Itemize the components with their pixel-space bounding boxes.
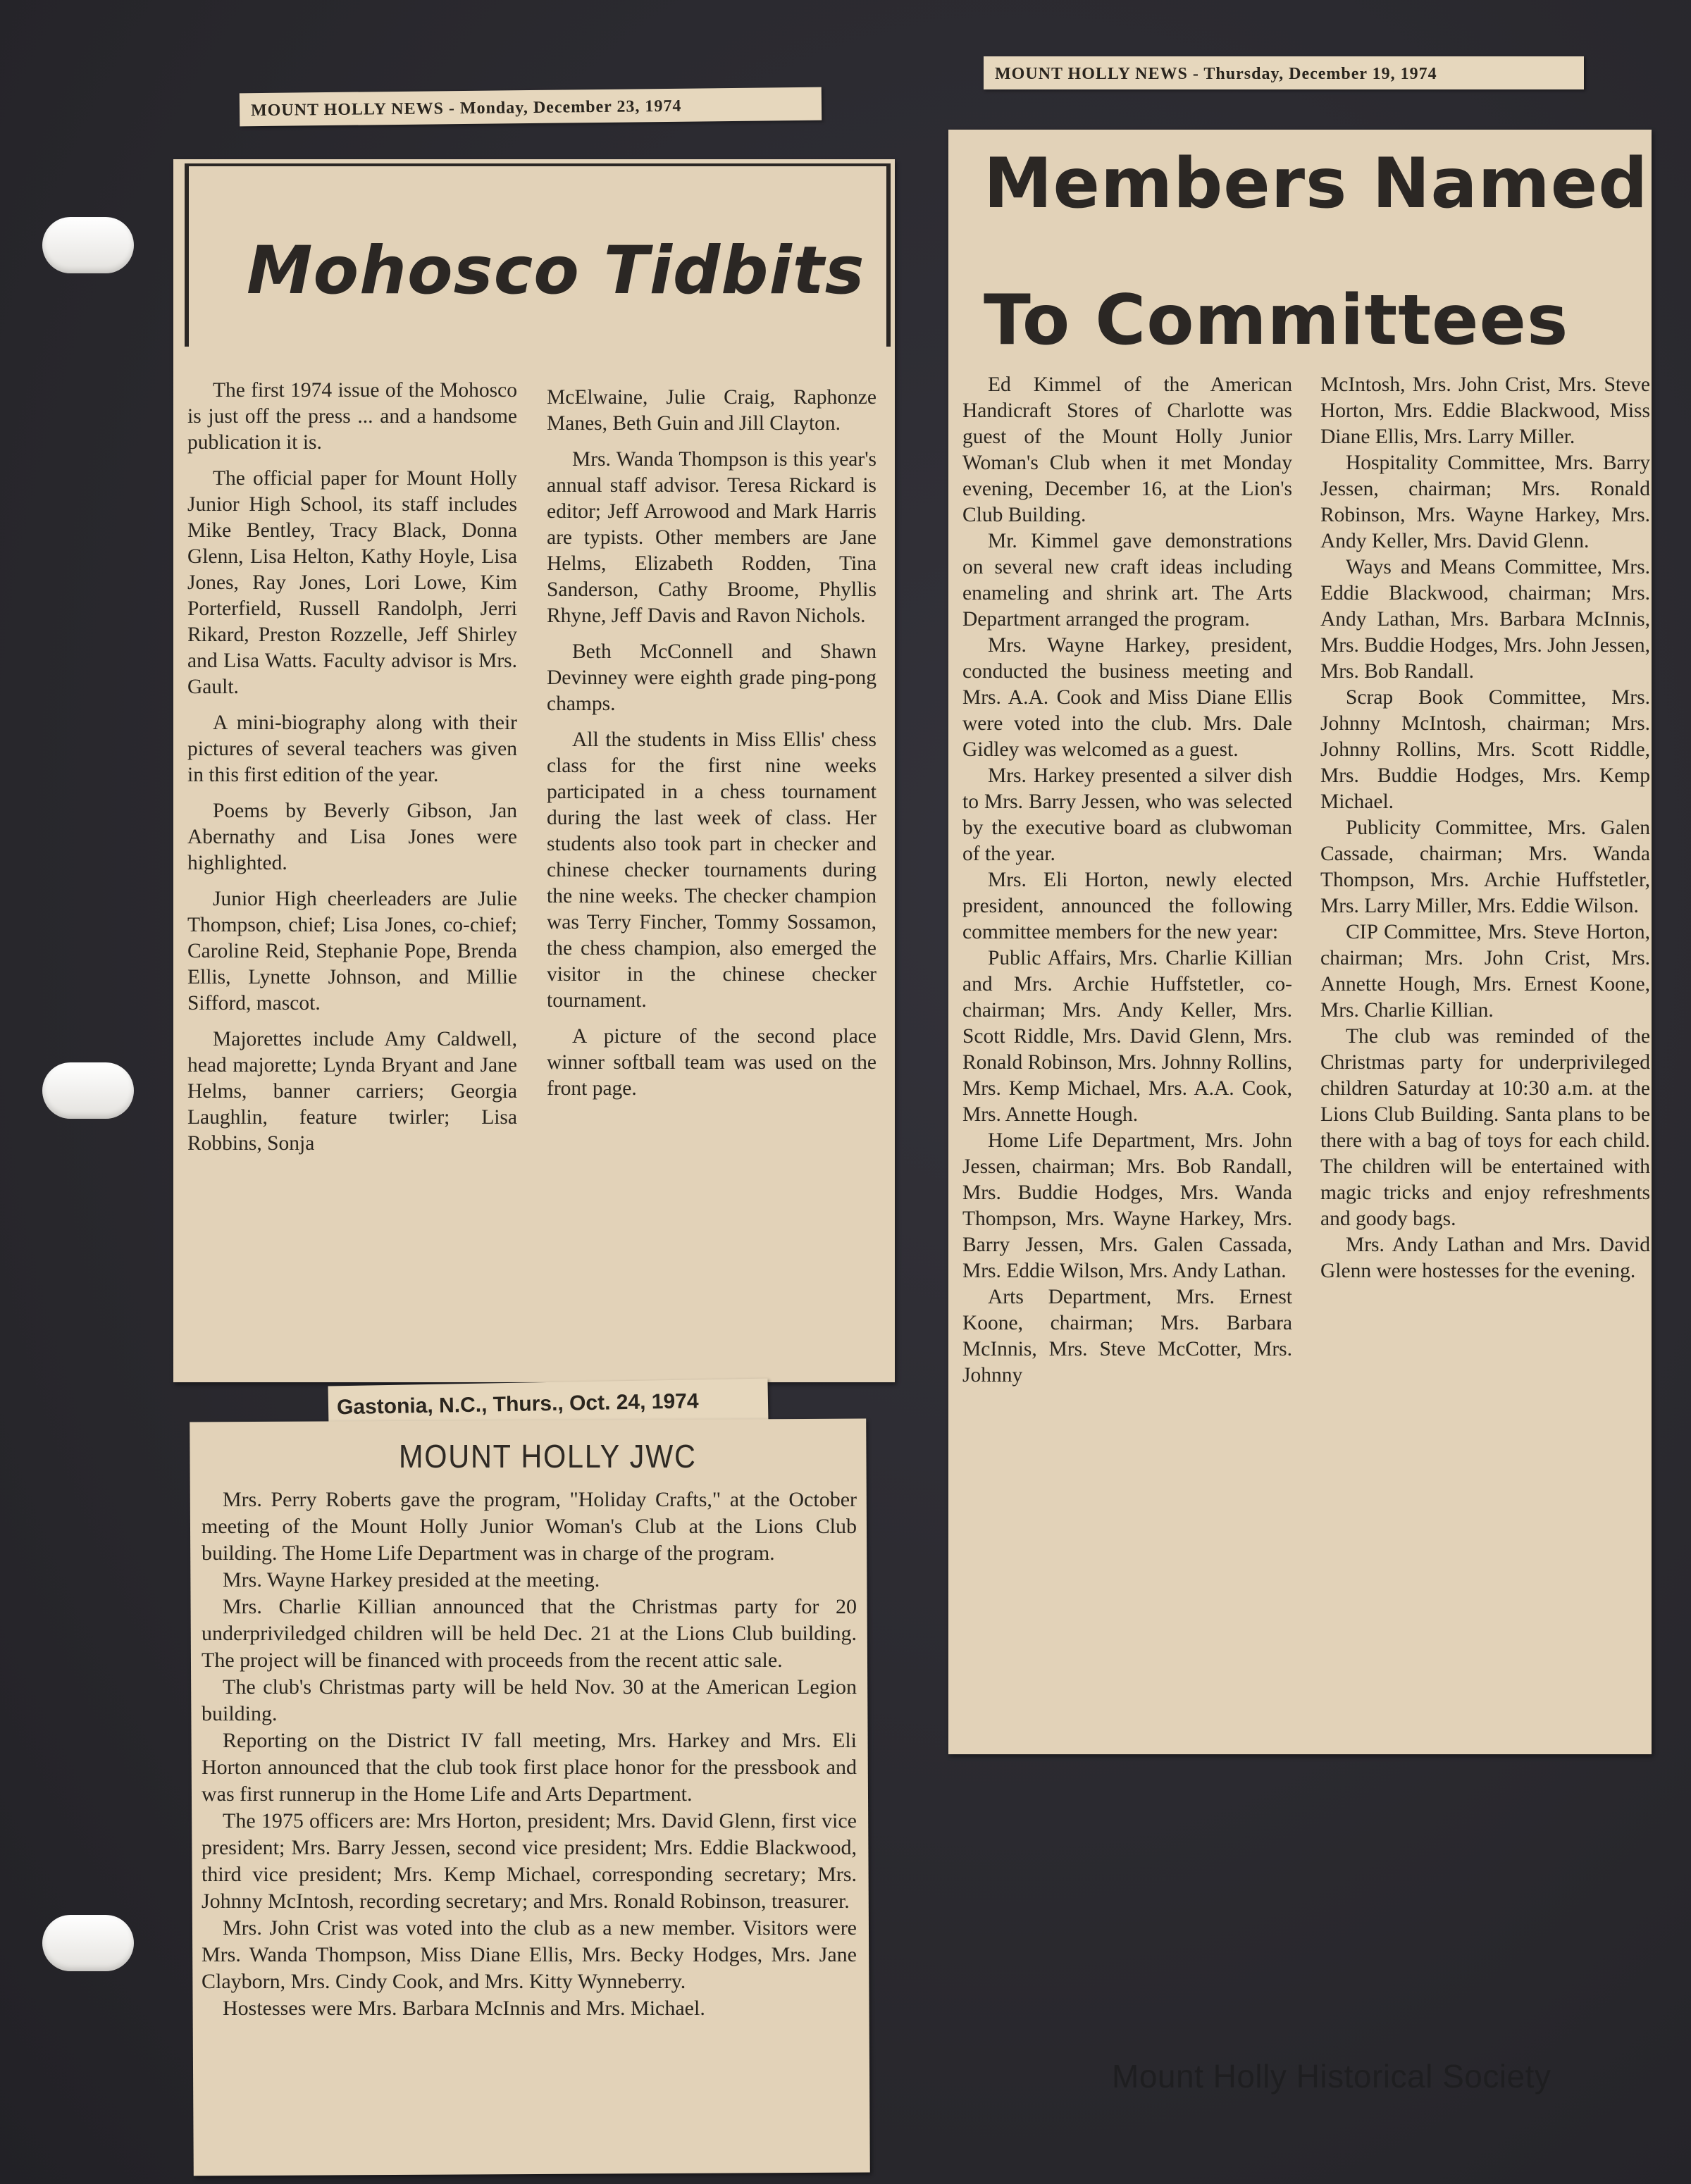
binder-hole-bottom	[42, 1915, 134, 1971]
paragraph: Reporting on the District IV fall meeting, Mrs. Harkey and Mrs. Eli Horton announced that the club took first place honor for the pressbook and was first runnerup in the Home Life and Arts Department.	[202, 1729, 857, 1806]
binder-hole-top	[42, 217, 134, 273]
paragraph: Hostesses were Mrs. Barbara McInnis and Mrs. Michael.	[223, 1997, 705, 2020]
paragraph: Home Life Department, Mrs. John Jessen, chairman; Mrs. Bob Randall, Mrs. Buddie Hodges, Mrs. Wanda Thompson, Mrs. Wayne Harkey, Mrs. Barry Jessen, Mrs. Galen Cassada, Mrs. Eddie Wilson, Mrs. Andy Lathan.	[962, 1129, 1292, 1282]
paragraph: Scrap Book Committee, Mrs. Johnny McIntosh, chairman; Mrs. Johnny Rollins, Mrs. Scott Riddle, Mrs. Buddie Hodges, Mrs. Kemp Michael.	[1320, 686, 1650, 813]
paragraph: Mrs. Charlie Killian announced that the Christmas party for 20 underpriviledged children will be held Dec. 21 at the Lions Club building. The project will be financed with proceeds from the recent attic sale.	[202, 1595, 857, 1672]
paragraph: Majorettes include Amy Caldwell, head majorette; Lynda Bryant and Jane Helms, banner carriers; Georgia Laughlin, feature twirler; Lisa Robbins, Sonja	[187, 1028, 517, 1155]
masthead-paper: MOUNT HOLLY NEWS	[250, 99, 445, 120]
watermark-historical-society: Mount Holly Historical Society	[1112, 2058, 1551, 2095]
headline-members-named-line1: Members Named	[984, 144, 1649, 224]
paragraph: Mrs. Andy Lathan and Mrs. David Glenn were hostesses for the evening.	[1320, 1234, 1650, 1282]
paragraph: CIP Committee, Mrs. Steve Horton, chairman; Mrs. John Crist, Mrs. Annette Hough, Mrs. Ernest Koone, Mrs. Charlie Killian.	[1320, 921, 1650, 1022]
paragraph: Mrs. Eli Horton, newly elected president, announced the following committee members for the new year:	[962, 869, 1292, 943]
paragraph: The club was reminded of the Christmas party for underprivileged children Saturday at 10:30 a.m. at the Lions Club Building. Santa plans to be there with a bag of toys for each child. The children will be entertained with magic tricks and enjoy refreshments and goody bags.	[1320, 1025, 1650, 1230]
paragraph: Public Affairs, Mrs. Charlie Killian and Mrs. Archie Huffstetler, co-chairman; Mrs. Andy Keller, Mrs. Scott Riddle, Mrs. David Glenn, Mrs. Ronald Robinson, Mrs. Johnny Rollins, Mrs. Kemp Michael, Mrs. A.A. Cook, Mrs. Annette Hough.	[962, 947, 1292, 1126]
paragraph: Poems by Beverly Gibson, Jan Abernathy and Lisa Jones were highlighted.	[187, 800, 517, 874]
paragraph: The 1975 officers are: Mrs Horton, president; Mrs. David Glenn, first vice president; Mrs. Barry Jessen, second vice president; Mrs. Eddie Blackwood, third vice president; Mrs. Kemp Michael, corresponding secretary; Mrs. Johnny McIntosh, recording secretary; and Mrs. Ronald Robinson, treasurer.	[202, 1809, 857, 1913]
paragraph: Junior High cheerleaders are Julie Thompson, chief; Lisa Jones, co-chief; Caroline Reid, Stephanie Pope, Brenda Ellis, Lynette Johnson, and Millie Sifford, mascot.	[187, 888, 517, 1015]
paragraph: Hospitality Committee, Mrs. Barry Jessen, chairman; Mrs. Ronald Robinson, Mrs. Wayne Harkey, Mrs. Andy Keller, Mrs. David Glenn.	[1320, 452, 1650, 552]
masthead-date: Monday, December 23, 1974	[459, 97, 682, 118]
headline-members-named-line2: To Committees	[984, 280, 1569, 361]
paragraph: The official paper for Mount Holly Junior High School, its staff includes Mike Bentley, Tracy Black, Donna Glenn, Lisa Helton, Kathy Hoyle, Lisa Jones, Ray Jones, Lori Lowe, Kim Porterfield, Russell Randolph, Jerri Rikard, Preston Rozzelle, Jeff Shirley and Lisa Watts. Faculty advisor is Mrs. Gault.	[187, 467, 517, 698]
paragraph: Arts Department, Mrs. Ernest Koone, chairman; Mrs. Barbara McInnis, Mrs. Steve McCotter, Mrs. Johnny	[962, 1286, 1292, 1386]
paragraph: Beth McConnell and Shawn Devinney were eighth grade ping-pong champs.	[547, 640, 877, 715]
paragraph: Mrs. Wayne Harkey presided at the meeting.	[223, 1568, 600, 1592]
paragraph: Mr. Kimmel gave demonstrations on several new craft ideas including enameling and shrink art. The Arts Department arranged the program.	[962, 530, 1292, 631]
article-column-2	[547, 385, 877, 1112]
headline-jwc: MOUNT HOLLY JWC	[399, 1438, 697, 1475]
paragraph: All the students in Miss Ellis' chess class for the first nine weeks participated in a chess tournament during the last week of class. Her students also took part in checker and chinese checker tournaments during the nine weeks. The checker champion was Terry Fincher, Tommy Sossamon, the chess champion, also emerged the visitor in the chinese checker tournament.	[547, 728, 877, 1012]
paragraph: A mini-biography along with their pictures of several teachers was given in this first edition of the year.	[187, 712, 517, 786]
paragraph: Mrs. Wanda Thompson is this year's annual staff advisor. Teresa Rickard is editor; Jeff Arrowood and Mark Harris are typists. Other members are Jane Helms, Elizabeth Rodden, Tina Sanderson, Cathy Broome, Phyllis Rhyne, Jeff Davis and Ravon Nichols.	[547, 448, 877, 627]
paragraph: Mrs. Wayne Harkey, president, conducted the business meeting and Mrs. A.A. Cook and Miss Diane Ellis were voted into the club. Mrs. Dale Gidley was welcomed as a guest.	[962, 634, 1292, 761]
paragraph: Publicity Committee, Mrs. Galen Cassade, chairman; Mrs. Wanda Thompson, Mrs. Archie Huffstetler, Mrs. Larry Miller, Mrs. Eddie Wilson.	[1320, 817, 1650, 917]
masthead-mohosco: MOUNT HOLLY NEWS - Monday, December 23, 1974	[240, 87, 822, 127]
binder-hole-middle	[42, 1062, 134, 1119]
paragraph: McElwaine, Julie Craig, Raphonze Manes, Beth Guin and Jill Clayton.	[547, 386, 877, 435]
paragraph: Ed Kimmel of the American Handicraft Stores of Charlotte was guest of the Mount Holly Junior Woman's Club when it met Monday evening, December 16, at the Lion's Club Building.	[962, 373, 1292, 526]
masthead-paper: MOUNT HOLLY NEWS	[995, 65, 1188, 83]
article-column-1	[962, 372, 1292, 1389]
paragraph: Mrs. Harkey presented a silver dish to Mrs. Barry Jessen, who was selected by the executive board as clubwoman of the year.	[962, 764, 1292, 865]
article-body	[202, 1487, 857, 2022]
masthead-gastonia: Gastonia, N.C., Thurs., Oct. 24, 1974	[328, 1379, 769, 1430]
paragraph: The first 1974 issue of the Mohosco is just off the press ... and a handsome publication it is.	[187, 379, 517, 454]
paragraph: Mrs. John Crist was voted into the club as a new member. Visitors were Mrs. Wanda Thompson, Miss Diane Ellis, Mrs. Becky Hodges, Mrs. Jane Clayborn, Mrs. Cindy Cook, and Mrs. Kitty Wynneberry.	[202, 1916, 857, 1993]
paragraph: The club's Christmas party will be held Nov. 30 at the American Legion building.	[202, 1675, 857, 1725]
paragraph: McIntosh, Mrs. John Crist, Mrs. Steve Horton, Mrs. Eddie Blackwood, Miss Diane Ellis, Mrs. Larry Miller.	[1320, 373, 1650, 448]
paragraph: Mrs. Perry Roberts gave the program, "Holiday Crafts," at the October meeting of the Mount Holly Junior Woman's Club at the Lions Club building. The Home Life Department was in charge of the program.	[202, 1488, 857, 1565]
masthead-committees: MOUNT HOLLY NEWS - Thursday, December 19, 1974	[984, 56, 1584, 89]
paragraph: Ways and Means Committee, Mrs. Eddie Blackwood, chairman; Mrs. Andy Lathan, Mrs. Barbara McInnis, Mrs. Buddie Hodges, Mrs. John Jessen, Mrs. Bob Randall.	[1320, 556, 1650, 683]
headline-mohosco: Mohosco Tidbits	[247, 232, 865, 309]
masthead-date: Thursday, December 19, 1974	[1203, 65, 1437, 83]
article-column-1	[187, 378, 517, 1167]
article-column-2	[1320, 372, 1650, 1284]
paragraph: A picture of the second place winner softball team was used on the front page.	[547, 1025, 877, 1100]
